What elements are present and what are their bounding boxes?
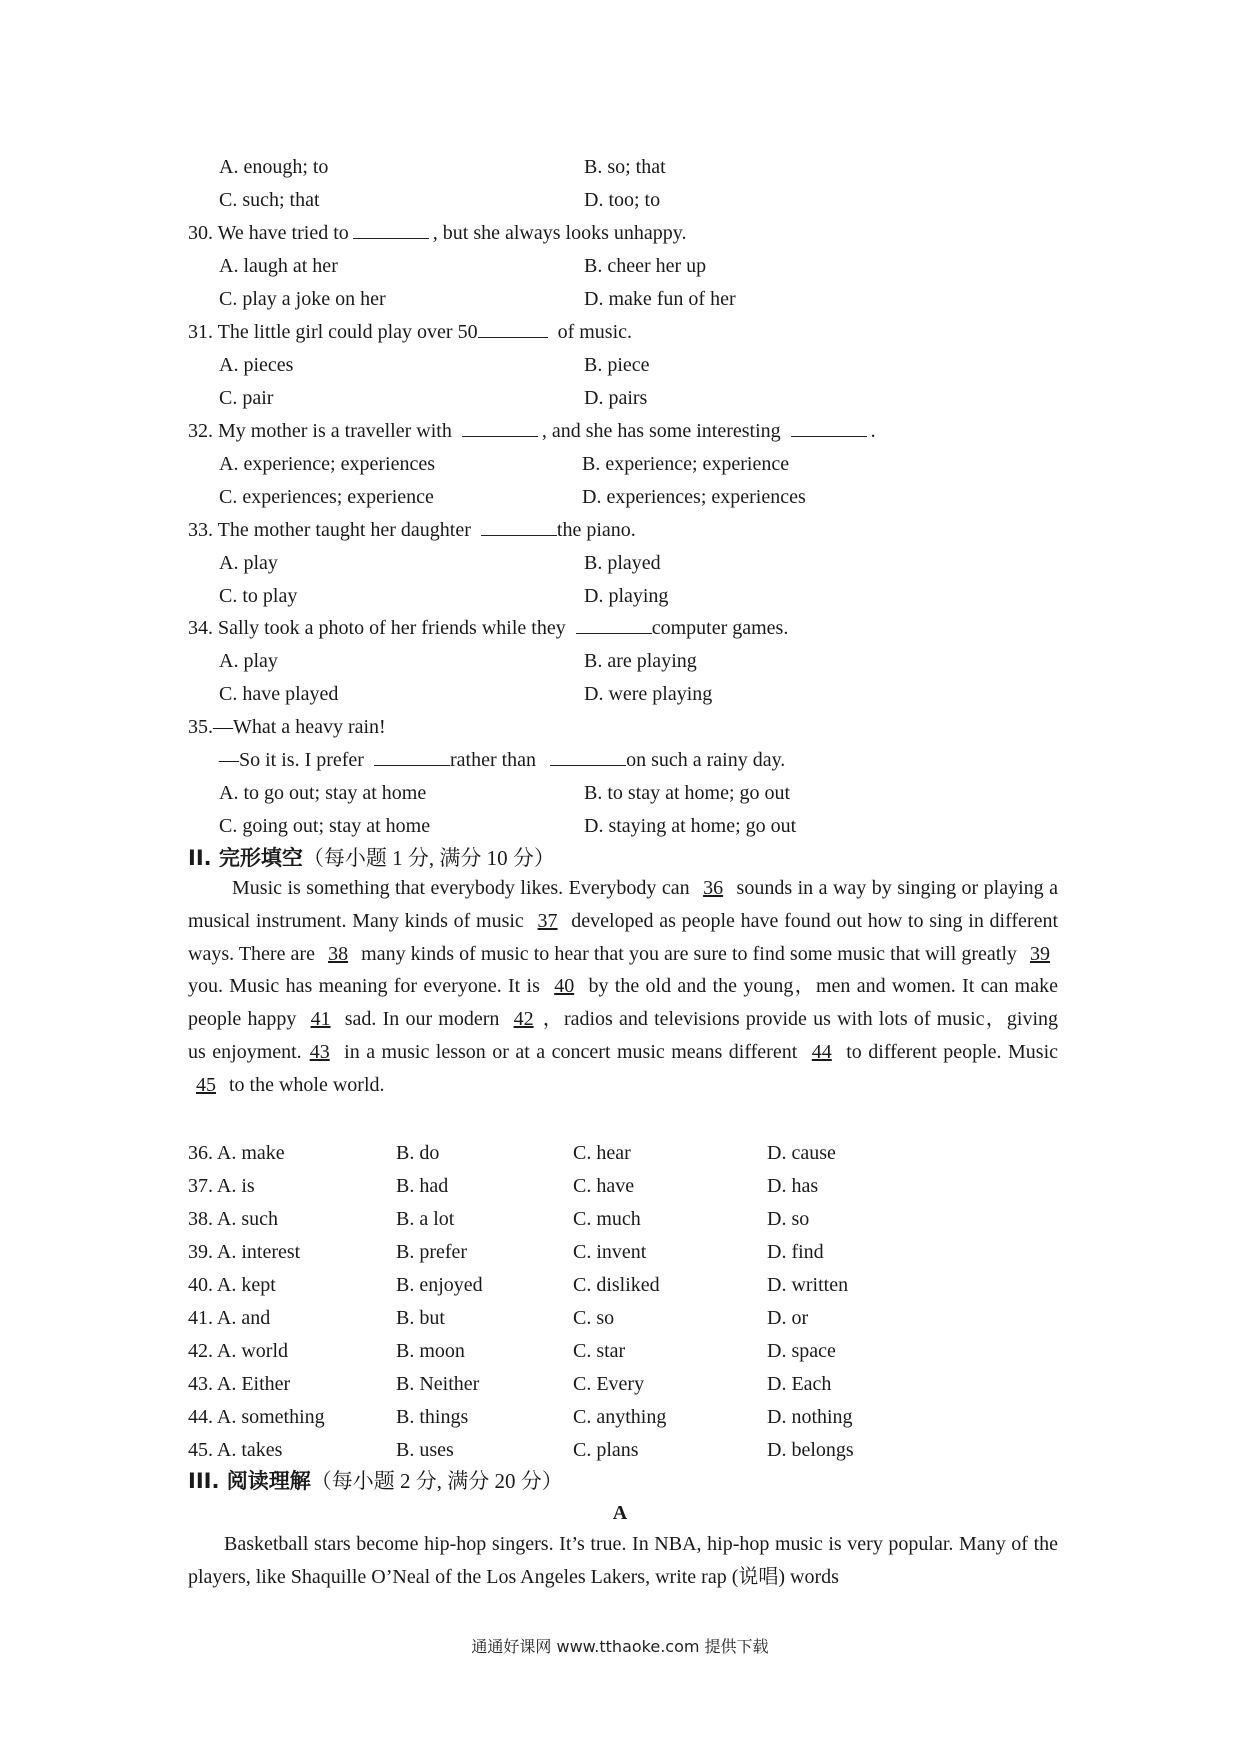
q35-text-post: on such a rainy day. bbox=[626, 749, 786, 771]
option-b[interactable]: B. but bbox=[396, 1307, 445, 1329]
q30-option-b[interactable]: B. cheer her up bbox=[584, 255, 707, 277]
passage-text: Music is something that everybody likes. Everybody can bbox=[232, 877, 690, 899]
passage-text: sad. In our modern bbox=[344, 1008, 500, 1031]
q32-option-d[interactable]: D. experiences; experiences bbox=[582, 486, 806, 508]
q32-option-b[interactable]: B. experience; experience bbox=[582, 453, 790, 475]
option-d[interactable]: D. space bbox=[767, 1340, 836, 1362]
q29-option-d[interactable]: D. too; to bbox=[584, 189, 661, 211]
q31-option-a[interactable]: A. pieces bbox=[219, 354, 294, 376]
option-b[interactable]: B. Neither bbox=[396, 1373, 480, 1395]
passage-text: in a music lesson or at a concert music means different bbox=[344, 1040, 798, 1063]
q33-option-b[interactable]: B. played bbox=[584, 552, 661, 574]
option-a[interactable]: 43. A. Either bbox=[188, 1373, 291, 1395]
option-a[interactable]: 39. A. interest bbox=[188, 1241, 301, 1263]
section-3-title: III. 阅读理解 bbox=[188, 1469, 311, 1493]
q34-option-c[interactable]: C. have played bbox=[219, 683, 339, 705]
q34-option-b[interactable]: B. are playing bbox=[584, 650, 697, 672]
q35-stem-2 bbox=[219, 747, 785, 773]
option-c[interactable]: C. plans bbox=[573, 1439, 639, 1461]
option-b[interactable]: B. enjoyed bbox=[396, 1274, 483, 1296]
q32-blank-2 bbox=[791, 418, 867, 437]
q29-option-a[interactable]: A. enough; to bbox=[219, 156, 329, 178]
q31-option-d[interactable]: D. pairs bbox=[584, 387, 648, 409]
q32-text-mid: , and she has some interesting bbox=[541, 420, 781, 442]
q30-option-d[interactable]: D. make fun of her bbox=[584, 288, 736, 310]
section-3-heading bbox=[188, 1468, 563, 1494]
option-d[interactable]: D. find bbox=[767, 1241, 824, 1263]
option-c[interactable]: C. Every bbox=[573, 1373, 645, 1395]
q34-text-pre: 34. Sally took a photo of her friends while they bbox=[188, 617, 566, 639]
reading-passage-a bbox=[188, 1528, 1058, 1594]
option-a[interactable]: 41. A. and bbox=[188, 1307, 271, 1329]
passage-text: sounds in a way by singing or playing a musical instrument. Many kinds of music bbox=[188, 877, 1059, 932]
option-c[interactable]: C. have bbox=[573, 1175, 635, 1197]
option-a[interactable]: 44. A. something bbox=[188, 1406, 325, 1428]
passage-text: by the old and the young，men and women. It can make people happy bbox=[188, 975, 1058, 1031]
q33-option-a[interactable]: A. play bbox=[219, 552, 278, 574]
section-2-title: II. 完形填空 bbox=[188, 846, 303, 870]
q30-text-pre: 30. We have tried to bbox=[188, 222, 349, 244]
passage-text: developed as people have found out how to sing in different ways. There are bbox=[188, 909, 1059, 965]
blank-45: 45 bbox=[196, 1073, 216, 1096]
option-a[interactable]: 42. A. world bbox=[188, 1340, 288, 1362]
blank-44: 44 bbox=[811, 1040, 832, 1063]
option-a[interactable]: 40. A. kept bbox=[188, 1274, 276, 1296]
q32-stem bbox=[188, 418, 876, 444]
q35-option-a[interactable]: A. to go out; stay at home bbox=[219, 782, 427, 804]
option-d[interactable]: D. nothing bbox=[767, 1406, 853, 1428]
q35-option-d[interactable]: D. staying at home; go out bbox=[584, 815, 797, 837]
passage-text: ，radios and televisions provide us with lots of music，giving us enjoyment. bbox=[188, 1008, 1058, 1063]
option-d[interactable]: D. cause bbox=[767, 1142, 836, 1164]
option-d[interactable]: D. has bbox=[767, 1175, 819, 1197]
q32-text-post: . bbox=[870, 420, 876, 442]
section-3-note: （每小题 2 分, 满分 20 分） bbox=[310, 1469, 563, 1493]
option-b[interactable]: B. had bbox=[396, 1175, 449, 1197]
q35-option-c[interactable]: C. going out; stay at home bbox=[219, 815, 431, 837]
option-d[interactable]: D. so bbox=[767, 1208, 810, 1230]
blank-39: 39 bbox=[1030, 942, 1050, 965]
q34-option-d[interactable]: D. were playing bbox=[584, 683, 713, 705]
q35-blank-2 bbox=[550, 747, 626, 766]
q32-blank-1 bbox=[462, 418, 538, 437]
option-a[interactable]: 38. A. such bbox=[188, 1208, 278, 1230]
q34-stem bbox=[188, 615, 788, 641]
q33-text-pre: 33. The mother taught her daughter bbox=[188, 519, 471, 541]
blank-41: 41 bbox=[310, 1008, 331, 1031]
option-a[interactable]: 37. A. is bbox=[188, 1175, 255, 1197]
q31-text-pre: 31. The little girl could play over 50 bbox=[188, 321, 478, 343]
option-c[interactable]: C. so bbox=[573, 1307, 615, 1329]
option-b[interactable]: B. uses bbox=[396, 1439, 454, 1461]
section-2-note: （每小题 1 分, 满分 10 分） bbox=[302, 846, 555, 870]
q33-stem bbox=[188, 517, 636, 543]
q32-text-pre: 32. My mother is a traveller with bbox=[188, 420, 452, 442]
q35-stem-1: 35.—What a heavy rain! bbox=[188, 716, 386, 738]
blank-40: 40 bbox=[554, 975, 575, 998]
q31-text-post: of music. bbox=[557, 321, 633, 343]
passage-text: you. Music has meaning for everyone. It is bbox=[188, 975, 540, 998]
q33-option-c[interactable]: C. to play bbox=[219, 585, 298, 607]
q31-blank bbox=[478, 319, 548, 338]
option-d[interactable]: D. belongs bbox=[767, 1439, 854, 1461]
option-b[interactable]: B. moon bbox=[396, 1340, 465, 1362]
q30-text-post: , but she always looks unhappy. bbox=[432, 222, 687, 244]
page-footer: 通通好课网 www.tthaoke.com 提供下载 bbox=[471, 1637, 769, 1656]
passage-text: to the whole world. bbox=[229, 1073, 385, 1096]
blank-43: 43 bbox=[309, 1040, 330, 1063]
option-c[interactable]: C. much bbox=[573, 1208, 641, 1230]
q34-blank bbox=[576, 615, 652, 634]
q33-option-d[interactable]: D. playing bbox=[584, 585, 669, 607]
q32-option-c[interactable]: C. experiences; experience bbox=[219, 486, 434, 508]
passage-text: many kinds of music to hear that you are sure to find some music that will greatly bbox=[361, 942, 1017, 965]
passage-a-title: A bbox=[612, 1502, 628, 1524]
option-b[interactable]: B. a lot bbox=[396, 1208, 455, 1230]
q31-stem bbox=[188, 319, 632, 345]
option-a[interactable]: 45. A. takes bbox=[188, 1439, 283, 1461]
option-b[interactable]: B. do bbox=[396, 1142, 440, 1164]
option-b[interactable]: B. things bbox=[396, 1406, 469, 1428]
blank-37: 37 bbox=[537, 909, 558, 932]
blank-38: 38 bbox=[328, 942, 349, 965]
q29-option-c[interactable]: C. such; that bbox=[219, 189, 320, 211]
option-c[interactable]: C. invent bbox=[573, 1241, 647, 1263]
option-c[interactable]: C. hear bbox=[573, 1142, 631, 1164]
q35-option-b[interactable]: B. to stay at home; go out bbox=[584, 782, 791, 804]
q30-option-a[interactable]: A. laugh at her bbox=[219, 255, 338, 277]
q33-text-post: the piano. bbox=[556, 519, 636, 541]
option-c[interactable]: C. disliked bbox=[573, 1274, 660, 1296]
option-d[interactable]: D. Each bbox=[767, 1373, 832, 1395]
q30-blank bbox=[353, 220, 429, 239]
option-b[interactable]: B. prefer bbox=[396, 1241, 468, 1263]
q35-text-mid: rather than bbox=[449, 749, 537, 771]
q30-option-c[interactable]: C. play a joke on her bbox=[219, 288, 386, 310]
q33-blank bbox=[481, 517, 557, 536]
option-c[interactable]: C. anything bbox=[573, 1406, 667, 1428]
q34-text-post: computer games. bbox=[651, 617, 789, 639]
q30-stem bbox=[188, 220, 686, 246]
blank-36: 36 bbox=[703, 877, 724, 899]
option-a[interactable]: 36. A. make bbox=[188, 1142, 285, 1164]
q32-option-a[interactable]: A. experience; experiences bbox=[219, 453, 435, 475]
option-c[interactable]: C. star bbox=[573, 1340, 626, 1362]
q31-option-b[interactable]: B. piece bbox=[584, 354, 650, 376]
section-2-heading bbox=[188, 845, 555, 871]
passage-text: to different people. Music bbox=[846, 1040, 1059, 1063]
q29-option-b[interactable]: B. so; that bbox=[584, 156, 666, 178]
reading-text: Basketball stars become hip-hop singers. It’s true. In NBA, hip-hop music is very popular. Many of the players, like Shaquille O’Neal of the Los Angeles Lakers, write rap (说唱) words bbox=[188, 1533, 1058, 1588]
q35-blank-1 bbox=[374, 747, 450, 766]
q35-text-pre: —So it is. I prefer bbox=[219, 749, 364, 771]
cloze-passage bbox=[188, 872, 1058, 1102]
q34-option-a[interactable]: A. play bbox=[219, 650, 278, 672]
option-d[interactable]: D. or bbox=[767, 1307, 809, 1329]
blank-42: 42 bbox=[513, 1008, 534, 1031]
q31-option-c[interactable]: C. pair bbox=[219, 387, 274, 409]
option-d[interactable]: D. written bbox=[767, 1274, 849, 1296]
